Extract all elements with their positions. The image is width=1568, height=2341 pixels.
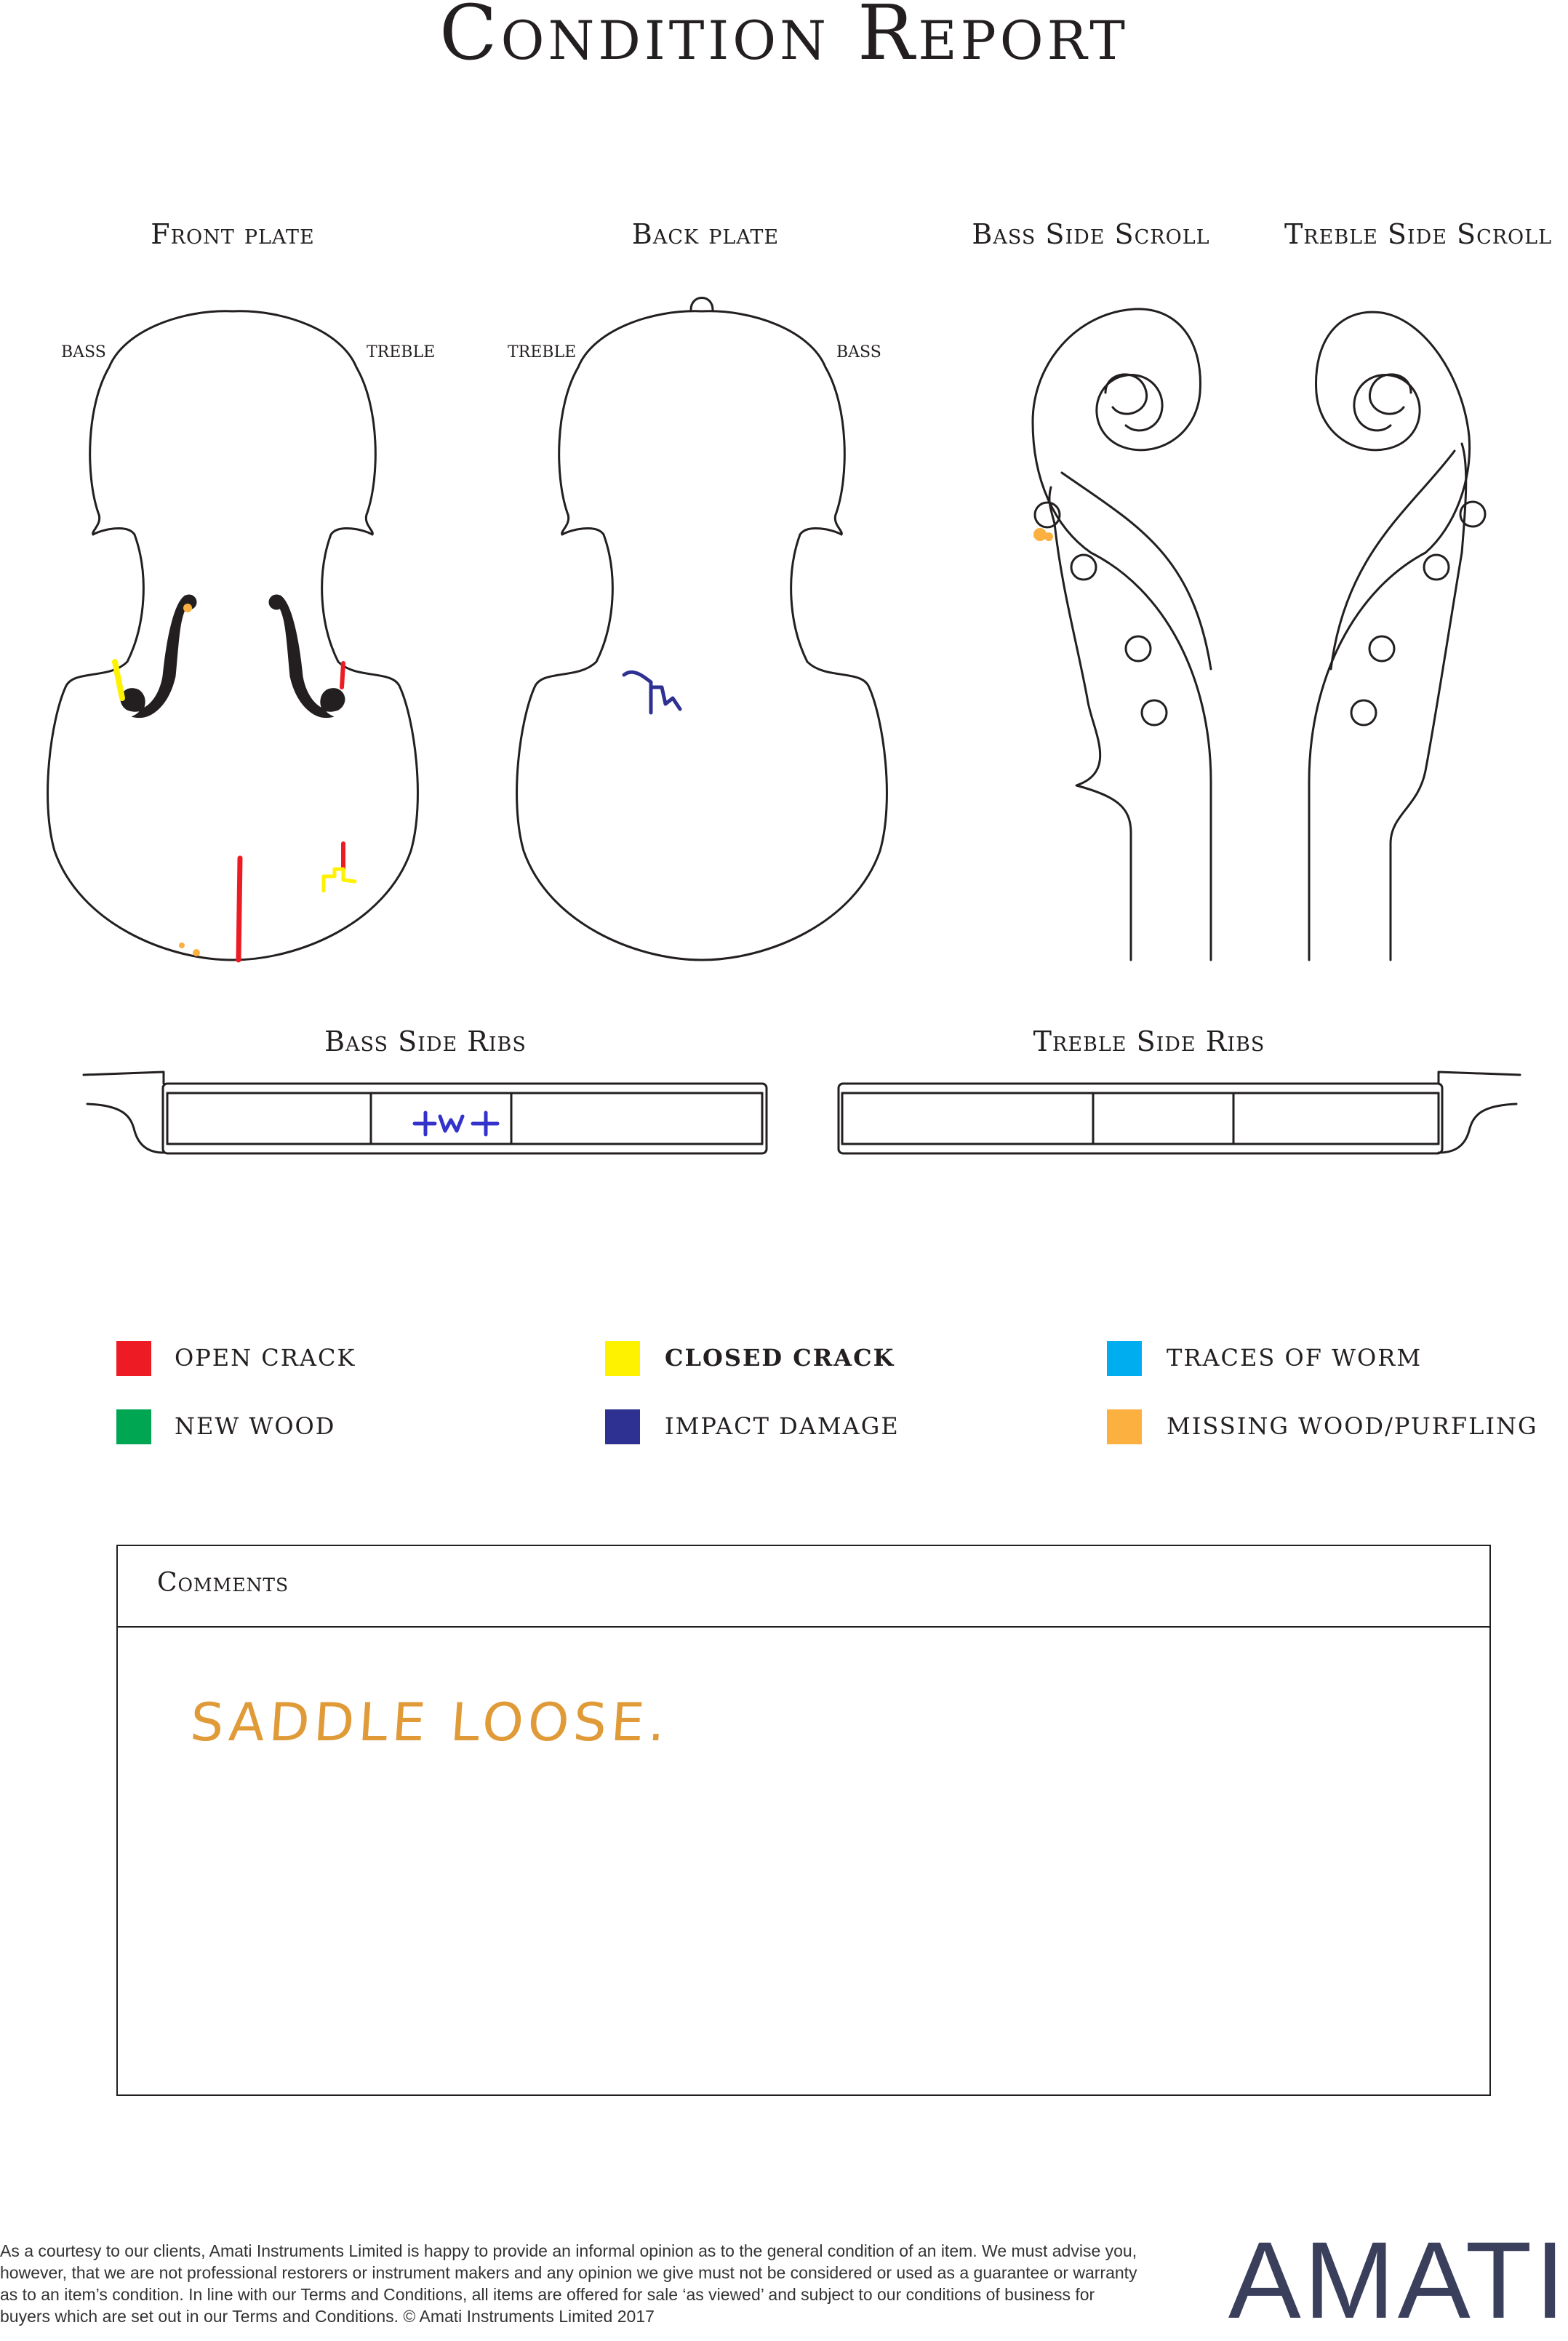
legend-swatch-open-crack xyxy=(116,1341,151,1376)
bass-side-scroll-label: Bass Side Scroll xyxy=(972,218,1210,250)
legend-label-open-crack: OPEN CRACK xyxy=(175,1344,356,1372)
legend-swatch-closed-crack xyxy=(605,1341,640,1376)
page-title: Condition Report xyxy=(439,0,1129,77)
treble-side-ribs-label: Treble Side Ribs xyxy=(1033,1025,1265,1057)
front-treble-label: TREBLE xyxy=(367,343,436,361)
open-crack-mark xyxy=(342,663,343,687)
footer-disclaimer: As a courtesy to our clients, Amati Instruments Limited is happy to provide an informal opinion as to the general condition of an item. We must advise you, however, that we are not professional restorers or instrument makers and any opinion we give must not be considered or used as a guarantee or warranty as to an item’s condition. In line with our Terms and Conditions, all items are offered for sale ‘as viewed’ and subject to our conditions of business for buyers which are set out in our Terms and Conditions. © Amati Instruments Limited 2017 xyxy=(0,2241,1137,2326)
front-plate-outline xyxy=(48,311,418,960)
legend-label-impact-damage: IMPACT DAMAGE xyxy=(665,1412,900,1440)
closed-crack-mark xyxy=(324,869,355,891)
legend-swatch-missing-wood xyxy=(1107,1409,1142,1444)
comment-text: SADDLE LOOSE. xyxy=(188,1692,672,1753)
legend-label-new-wood: NEW WOOD xyxy=(175,1412,336,1440)
legend-label-closed-crack: CLOSED CRACK xyxy=(665,1344,895,1372)
missing-wood-mark xyxy=(193,949,200,956)
impact-damage-mark xyxy=(415,1113,497,1135)
back-plate-button xyxy=(691,298,713,311)
back-plate-outline xyxy=(517,311,887,960)
legend-swatch-traces-of-worm xyxy=(1107,1341,1142,1376)
comments-header xyxy=(118,1546,1489,1628)
legend-label-traces-of-worm: TRACES OF WORM xyxy=(1167,1344,1423,1372)
treble-f-hole xyxy=(275,596,344,717)
back-bass-label: BASS xyxy=(836,343,881,361)
back-plate-label: Back plate xyxy=(631,218,780,250)
missing-wood-mark xyxy=(1033,528,1047,541)
treble-scroll-outline xyxy=(1309,312,1470,960)
amati-logo: AMATI xyxy=(1228,2219,1568,2341)
legend-swatch-new-wood xyxy=(116,1409,151,1444)
front-plate-label: Front plate xyxy=(151,218,315,250)
treble-ribs-outline xyxy=(1439,1072,1520,1153)
bass-f-hole xyxy=(121,596,191,717)
legend-swatch-impact-damage xyxy=(605,1409,640,1444)
comments-heading: Comments xyxy=(157,1568,289,1598)
comments-box xyxy=(116,1545,1491,2096)
treble-side-scroll-label: Treble Side Scroll xyxy=(1284,218,1553,250)
open-crack-mark xyxy=(239,858,240,960)
bass-ribs-outline xyxy=(84,1072,164,1153)
impact-damage-mark xyxy=(624,672,680,713)
back-treble-label: TREBLE xyxy=(508,343,577,361)
front-bass-label: BASS xyxy=(61,343,106,361)
bass-side-ribs-label: Bass Side Ribs xyxy=(324,1025,527,1057)
legend-label-missing-wood: MISSING WOOD/PURFLING xyxy=(1167,1412,1538,1440)
bass-scroll-outline xyxy=(1033,309,1211,960)
